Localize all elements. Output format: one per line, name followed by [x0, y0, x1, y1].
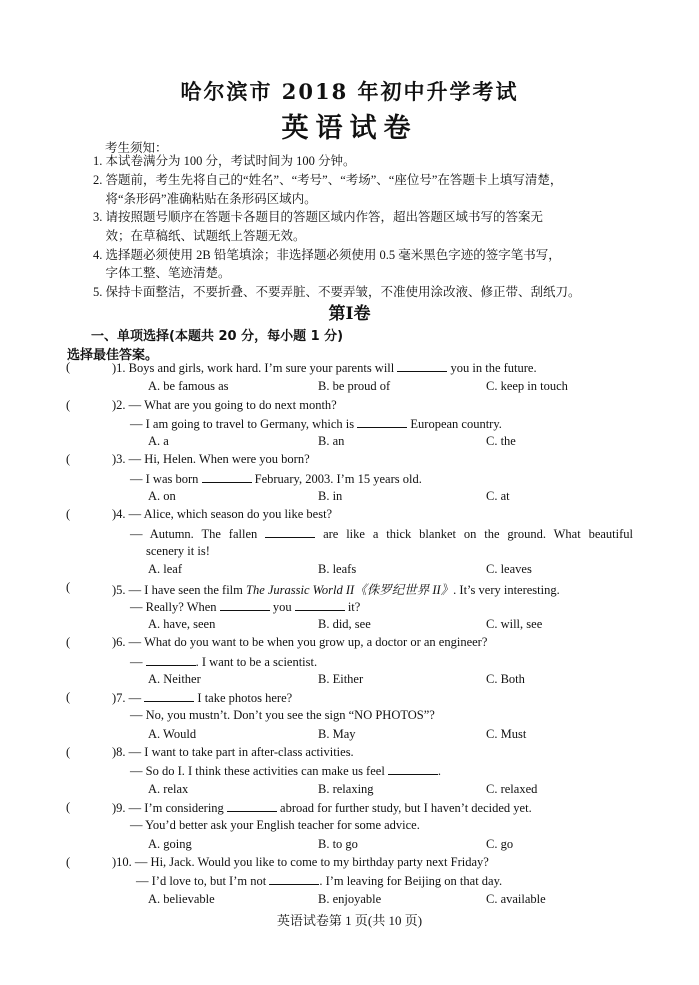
answer-blank [202, 471, 252, 483]
question-10-stem: )10. — Hi, Jack. Would you like to come to my birthday party next Friday? [112, 855, 489, 869]
option-b: B. enjoyable [318, 892, 382, 906]
question-4-stem: )4. — Alice, which season do you like best? [112, 507, 333, 521]
question-4-line: — Autumn. The fallen are like a thick blanket on the ground. What beautiful [130, 527, 634, 541]
option-a: A. Would [148, 727, 197, 741]
notice-line: 5. 保持卡面整洁，不要折叠、不要弄脏、不要弄皱，不准使用涂改液、修正带、刮纸刀。 [93, 285, 581, 299]
section-instruction: 选择最佳答案。 [67, 348, 159, 363]
question-number: )8. [112, 745, 126, 759]
option-c: C. leaves [486, 562, 532, 576]
option-a: A. believable [148, 892, 215, 906]
notice-line: 4. 选择题必须使用 2B 铅笔填涂；非选择题必须使用 0.5 毫米黑色字迹的签字笔书写， [93, 248, 561, 262]
question-9-line: — You’d better ask your English teacher for some advice. [130, 818, 420, 832]
question-number: )4. [112, 507, 126, 521]
question-number: )6. [112, 635, 126, 649]
option-c: C. available [486, 892, 546, 906]
option-a: A. on [148, 489, 176, 503]
question-1-stem: )1. Boys and girls, work hard. I’m sure your parents will you in the future. [112, 361, 537, 375]
page-footer: 英语试卷第 1 页(共 10 页) [276, 913, 423, 928]
question-number: )10. [112, 855, 132, 869]
question-6-line: — . I want to be a scientist. [130, 655, 318, 669]
option-b: B. Either [318, 672, 364, 686]
question-3-line: — I was born February, 2003. I’m 15 years old. [130, 472, 422, 486]
answer-blank [146, 654, 196, 666]
question-7-stem: )7. — I take photos here? [112, 691, 293, 705]
notice-line: 2. 答题前，考生先将自己的“姓名”、“考号”、“考场”、“座位号”在答题卡上填写清楚， [93, 173, 563, 187]
exam-subtitle: 英语试卷 [281, 113, 418, 144]
question-number: )3. [112, 452, 126, 466]
notice-line: 效；在草稿纸、试题纸上答题无效。 [93, 229, 306, 243]
question-8-stem: )8. — I want to take part in after-class activities. [112, 745, 354, 759]
answer-paren: ( [66, 800, 71, 814]
option-a: A. have, seen [148, 617, 216, 631]
notice-line: 将“条形码”准确粘贴在条形码区域内。 [93, 192, 317, 206]
option-b: B. an [318, 434, 345, 448]
question-8-line: — So do I. I think these activities can make us feel . [130, 764, 442, 778]
answer-paren: ( [66, 855, 71, 869]
question-5-line: — Really? When you it? [130, 600, 361, 614]
exam-title: 哈尔滨市 2018 年初中升学考试 [180, 79, 519, 104]
question-5-stem: )5. — I have seen the film The Jurassic World II《侏罗纪世界 II》. It’s very interesting. [112, 583, 560, 597]
question-9-stem: )9. — I’m considering abroad for further study, but I haven’t decided yet. [112, 801, 532, 815]
option-b: B. did, see [318, 617, 371, 631]
question-number: )2. [112, 398, 126, 412]
answer-paren: ( [66, 507, 71, 521]
question-3-stem: )3. — Hi, Helen. When were you born? [112, 452, 310, 466]
question-number: )5. [112, 583, 126, 597]
film-title: The Jurassic World II《侏罗纪世界 II》 [246, 583, 454, 597]
option-c: C. keep in touch [486, 379, 568, 393]
question-10-line: — I’d love to, but I’m not . I’m leaving for Beijing on that day. [136, 874, 503, 888]
question-7-line: — No, you mustn’t. Don’t you see the sign “NO PHOTOS”? [130, 708, 435, 722]
option-c: C. Both [486, 672, 525, 686]
question-number: )7. [112, 691, 126, 705]
answer-blank [265, 526, 315, 538]
section-heading: 一、单项选择(本题共 20 分，每小题 1 分) [91, 329, 344, 344]
answer-blank [144, 690, 194, 702]
answer-paren: ( [66, 398, 71, 412]
option-b: B. relaxing [318, 782, 374, 796]
answer-paren: ( [66, 360, 71, 374]
answer-paren: ( [66, 745, 71, 759]
option-b: B. be proud of [318, 379, 391, 393]
option-a: A. Neither [148, 672, 201, 686]
notice-line: 字体工整、笔迹清楚。 [93, 266, 231, 280]
answer-blank [269, 873, 319, 885]
option-c: C. will, see [486, 617, 543, 631]
question-4-line: scenery it is! [146, 544, 210, 558]
option-a: A. be famous as [148, 379, 229, 393]
answer-blank [227, 800, 277, 812]
option-c: C. Must [486, 727, 527, 741]
notice-line: 3. 请按照题号顺序在答题卡各题目的答题区域内作答，超出答题区域书写的答案无 [93, 210, 544, 224]
option-b: B. leafs [318, 562, 357, 576]
option-c: C. at [486, 489, 510, 503]
option-b: B. to go [318, 837, 358, 851]
answer-paren: ( [66, 452, 71, 466]
option-c: C. the [486, 434, 516, 448]
answer-paren: ( [66, 580, 71, 594]
answer-blank [220, 599, 270, 611]
option-c: C. go [486, 837, 514, 851]
answer-blank [295, 599, 345, 611]
option-a: A. leaf [148, 562, 183, 576]
option-c: C. relaxed [486, 782, 538, 796]
answer-paren: ( [66, 690, 71, 704]
option-b: B. May [318, 727, 356, 741]
option-a: A. a [148, 434, 169, 448]
answer-blank [388, 763, 438, 775]
question-number: )1. [112, 361, 126, 375]
option-b: B. in [318, 489, 343, 503]
notice-line: 1. 本试卷满分为 100 分，考试时间为 100 分钟。 [93, 154, 356, 168]
question-2-stem: )2. — What are you going to do next month? [112, 398, 337, 412]
question-2-line: — I am going to travel to Germany, which is European country. [130, 417, 502, 431]
volume-heading: 第Ⅰ卷 [328, 304, 371, 324]
question-6-stem: )6. — What do you want to be when you grow up, a doctor or an engineer? [112, 635, 488, 649]
answer-blank [397, 360, 447, 372]
option-a: A. relax [148, 782, 189, 796]
answer-paren: ( [66, 635, 71, 649]
question-number: )9. [112, 801, 126, 815]
option-a: A. going [148, 837, 192, 851]
answer-blank [357, 416, 407, 428]
notice-heading: 考生须知： [105, 141, 168, 155]
